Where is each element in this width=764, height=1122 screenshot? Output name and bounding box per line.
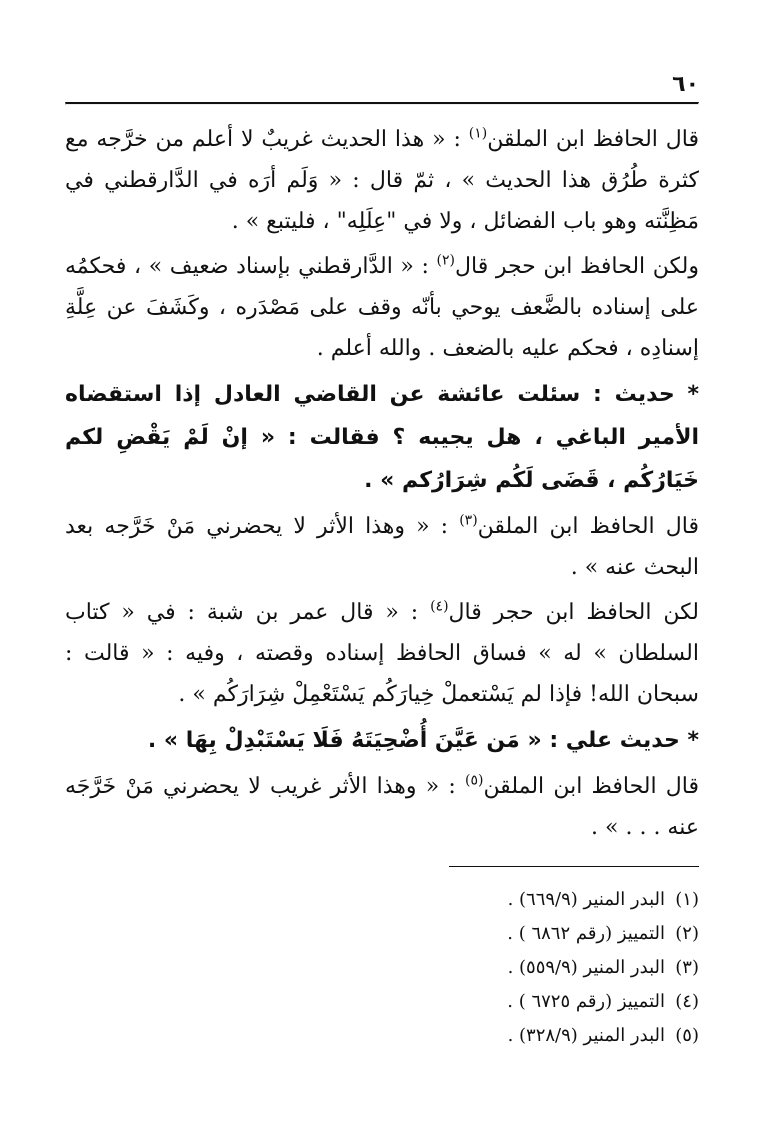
- body-paragraph: [65, 246, 699, 369]
- footnotes-list: [65, 883, 699, 1053]
- footnote: [65, 1019, 699, 1053]
- paragraph-text: * حديث علي : « مَن عَيَّنَ أُضْحِيَتَهُ فَلَا يَسْتَبْدِلْ بِهَا » .: [147, 728, 699, 753]
- body-paragraph: [65, 592, 699, 715]
- footnote-text: البدر المنير (٣٢٨/٩) .: [507, 1025, 665, 1046]
- page-header: [65, 60, 699, 102]
- paragraph-text: * حديث : سئلت عائشة عن القاضي العادل إذا استقضاه الأمير الباغي ، هل يجيبه ؟ فقالت : « إنْ لَمْ يَقْضِ لكم خَيَارُكُم ، قَضَى لَكُم شِرَارُكم » .: [65, 382, 699, 493]
- body-paragraph: [65, 119, 699, 242]
- footnote: [65, 917, 699, 951]
- page-number: ٦٠: [672, 72, 699, 97]
- hadith-heading: [65, 373, 699, 502]
- footnote-number: (٥): [675, 1025, 699, 1046]
- paragraph-text: لكن الحافظ ابن حجر قال: [448, 600, 699, 625]
- footnote-number: (١): [675, 889, 699, 910]
- paragraph-text: قال الحافظ ابن الملقن: [487, 127, 700, 152]
- footnote-reference: (١): [468, 125, 488, 142]
- paragraph-text: قال الحافظ ابن الملقن: [477, 514, 699, 539]
- footnote-number: (٤): [675, 991, 699, 1012]
- paragraph-text: : « هذا الحديث غريبٌ لا أعلم من خرَّجه مع كثرة طُرُق هذا الحديث » ، ثمّ قال : « وَلَم أرَه في الدَّارقطني في مَظِنَّته وهو باب الفضائل ، ولا في "عِلَلِه" ، فليتبع » .: [65, 127, 699, 234]
- paragraph-text: قال الحافظ ابن الملقن: [483, 774, 700, 799]
- document-page: [65, 60, 699, 1053]
- footnote-reference: (٣): [459, 512, 478, 529]
- footnote-reference: (٤): [430, 598, 449, 615]
- paragraph-text: : « وهذا الأثر لا يحضرني مَنْ خَرَّجه بعد البحث عنه » .: [65, 514, 699, 580]
- header-divider: [65, 102, 699, 105]
- footnote-number: (٢): [675, 923, 699, 944]
- main-text: [65, 119, 699, 848]
- hadith-heading: [65, 719, 699, 762]
- body-paragraph: [65, 766, 699, 848]
- footnote-text: البدر المنير (٦٦٩/٩) .: [507, 889, 665, 910]
- footnote-text: التمييز (رقم ٦٧٢٥ ) .: [507, 991, 665, 1012]
- body-paragraph: [65, 506, 699, 588]
- footnote-text: التمييز (رقم ٦٨٦٢ ) .: [507, 923, 665, 944]
- paragraph-text: ولكن الحافظ ابن حجر قال: [455, 254, 699, 279]
- footnote-text: البدر المنير (٥٥٩/٩) .: [507, 957, 665, 978]
- footnote: [65, 883, 699, 917]
- footnote-number: (٣): [675, 957, 699, 978]
- footnote-divider: [449, 866, 699, 867]
- paragraph-text: : « الدَّارقطني بإسناد ضعيف » ، فحكمُه على إسناده بالضَّعف يوحي بأنّه وقف على مَصْدَره ، وكَشَفَ عن عِلَّةِ إسنادِه ، فحكم عليه بالضعف . والله أعلم .: [65, 254, 699, 361]
- paragraph-text: : « وهذا الأثر غريب لا يحضرني مَنْ خَرَّجَه عنه . . . » .: [65, 774, 699, 840]
- paragraph-text: : « قال عمر بن شبة : في « كتاب السلطان » له » فساق الحافظ إسناده وقصته ، وفيه : « قالت : سبحان الله! فإذا لم يَسْتعملْ خِيارَكُم يَسْتَعْمِلْ شِرَارَكُم » .: [65, 600, 699, 707]
- footnote: [65, 951, 699, 985]
- footnote-reference: (٢): [436, 252, 456, 269]
- footnote-reference: (٥): [464, 772, 484, 789]
- footnote: [65, 985, 699, 1019]
